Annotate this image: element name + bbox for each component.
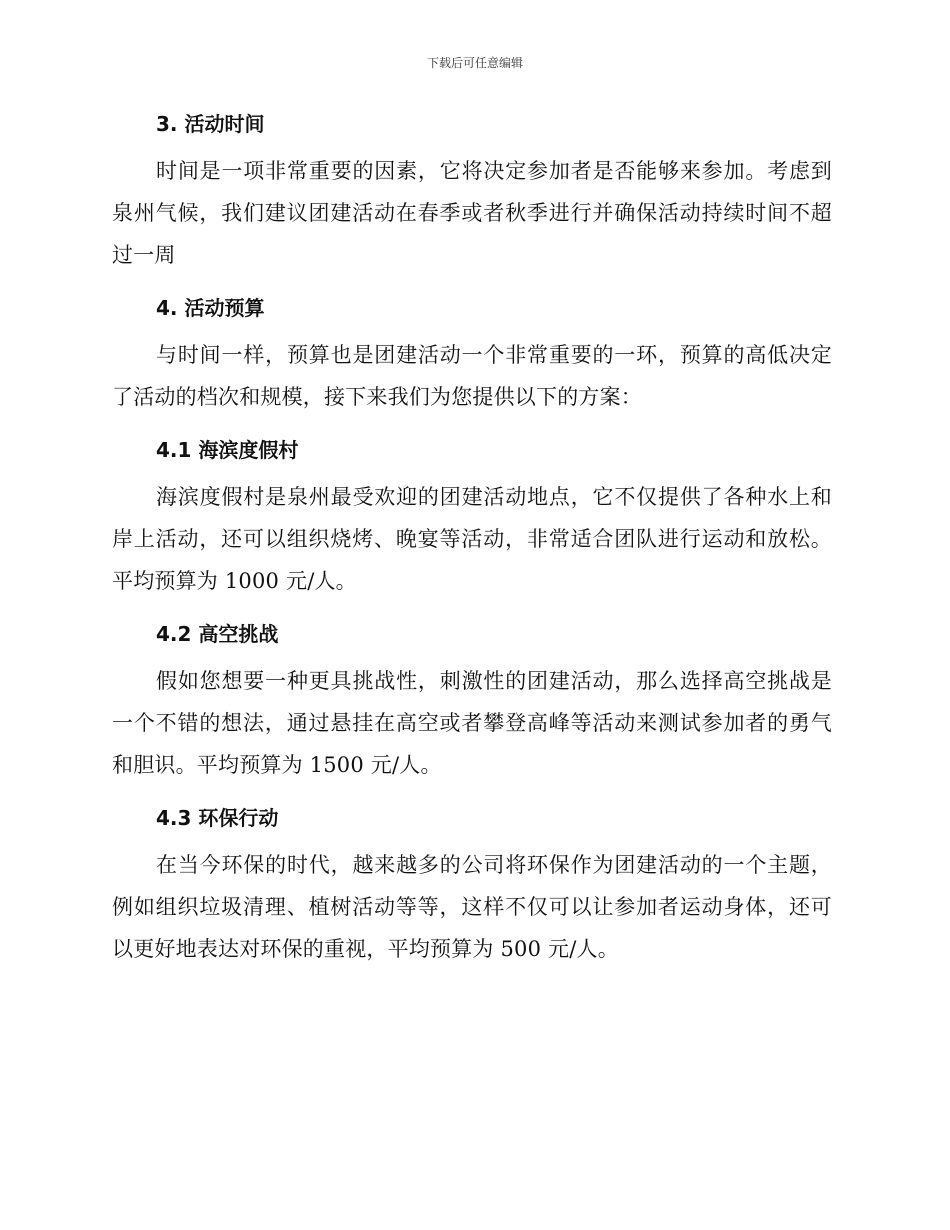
section-activity-time	[112, 104, 832, 276]
section-paragraph: 与时间一样，预算也是团建活动一个非常重要的一环，预算的高低决定了活动的档次和规模，接下来我们为您提供以下的方案：	[112, 343, 832, 409]
page-header-note: 下载后可任意编辑	[426, 56, 523, 70]
section-heading: 3. 活动时间	[156, 112, 265, 136]
document-body	[112, 104, 832, 982]
section-activity-budget	[112, 288, 832, 418]
section-high-altitude-challenge	[112, 614, 832, 786]
section-environmental-action	[112, 798, 832, 970]
section-seaside-resort	[112, 430, 832, 602]
section-heading: 4.3 环保行动	[156, 806, 279, 830]
section-paragraph: 假如您想要一种更具挑战性，刺激性的团建活动，那么选择高空挑战是一个不错的想法，通过悬挂在高空或者攀登高峰等活动来测试参加者的勇气和胆识。平均预算为 1500 元/人。	[112, 669, 832, 777]
section-heading: 4.2 高空挑战	[156, 622, 279, 646]
section-paragraph: 时间是一项非常重要的因素，它将决定参加者是否能够来参加。考虑到泉州气候，我们建议团建活动在春季或者秋季进行并确保活动持续时间不超过一周	[112, 159, 832, 267]
section-paragraph: 海滨度假村是泉州最受欢迎的团建活动地点，它不仅提供了各种水上和岸上活动，还可以组织烧烤、晚宴等活动，非常适合团队进行运动和放松。平均预算为 1000 元/人。	[112, 485, 832, 593]
section-heading: 4. 活动预算	[156, 296, 265, 320]
section-paragraph: 在当今环保的时代，越来越多的公司将环保作为团建活动的一个主题，例如组织垃圾清理、植树活动等等，这样不仅可以让参加者运动身体，还可以更好地表达对环保的重视，平均预算为 500 元/人。	[112, 853, 832, 961]
section-heading: 4.1 海滨度假村	[156, 438, 299, 462]
